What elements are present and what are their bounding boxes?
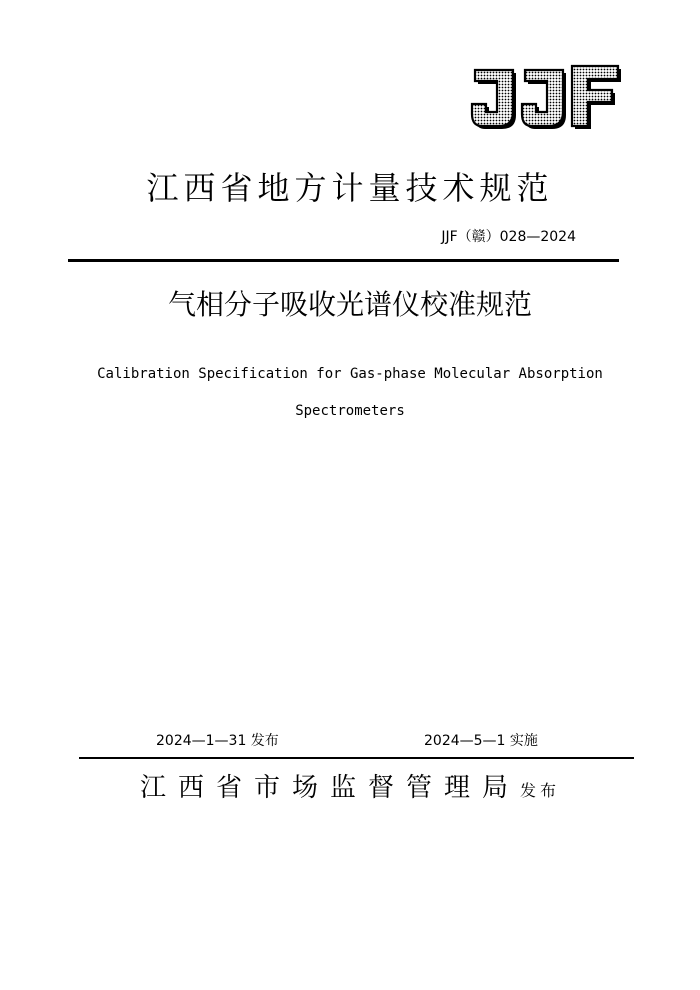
top-divider	[68, 259, 619, 262]
logo-letter-j1	[472, 70, 516, 129]
issuer-suffix: 发布	[520, 781, 561, 800]
title-english-line1: Calibration Specification for Gas-phase Molecular Absorption	[97, 366, 603, 382]
bottom-divider	[79, 757, 634, 759]
series-title: 江西省地方计量技术规范	[146, 169, 554, 207]
title-english-line2: Spectrometers	[295, 403, 405, 419]
document-number: JJF（赣）028—2024	[441, 229, 576, 245]
issuer-block	[0, 770, 700, 809]
jjf-logo	[468, 62, 624, 134]
logo-letter-j2	[522, 70, 566, 129]
implementation-date: 2024—5—1 实施	[424, 733, 538, 749]
logo-letter-f	[572, 66, 621, 129]
issue-date: 2024—1—31 发布	[156, 733, 279, 749]
title-chinese: 气相分子吸收光谱仪校准规范	[167, 288, 532, 321]
issuer-name: 江西省市场监督管理局	[139, 773, 520, 803]
